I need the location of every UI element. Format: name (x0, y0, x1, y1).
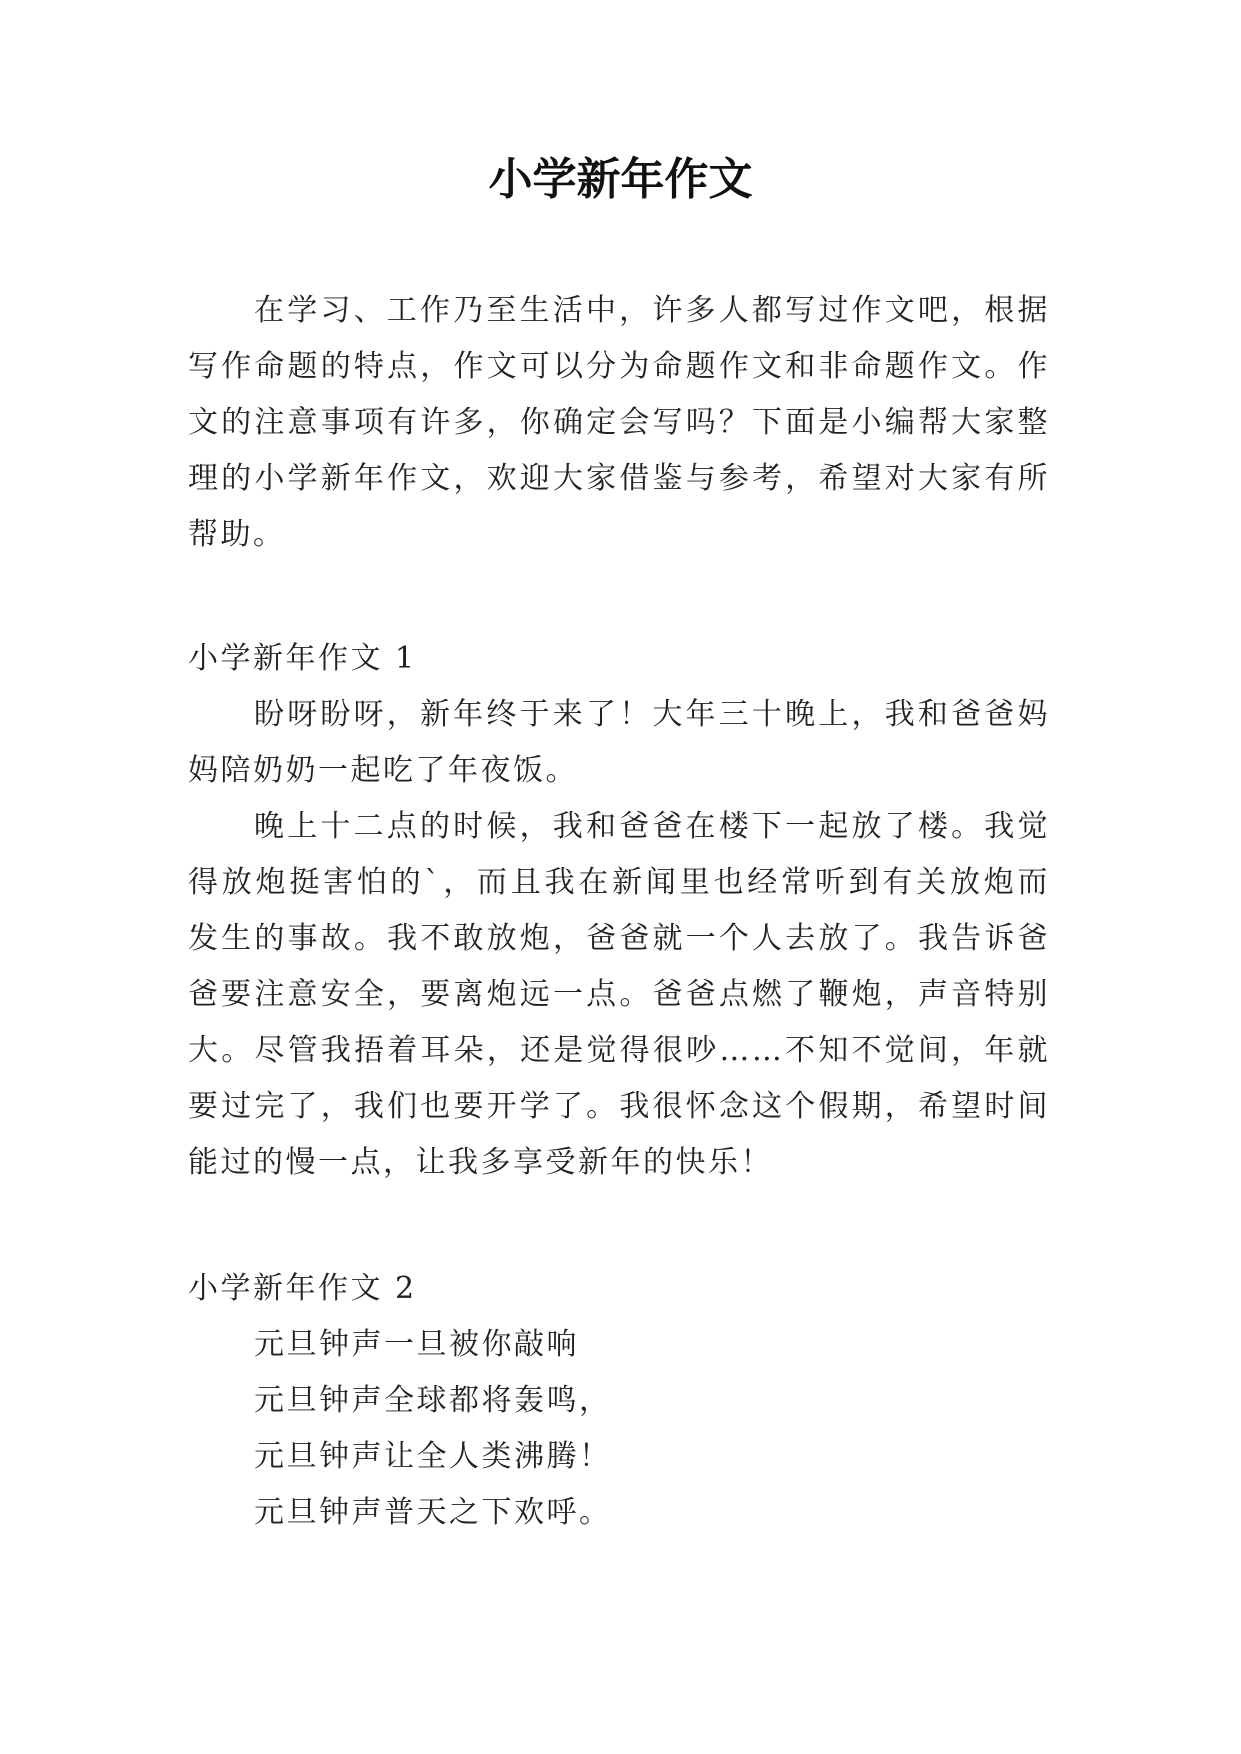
intro-paragraph: 在学习、工作乃至生活中，许多人都写过作文吧，根据写作命题的特点，作文可以分为命题作文和非命题作文。作文的注意事项有许多，你确定会写吗？下面是小编帮大家整理的小学新年作文，欢迎大家借鉴与参考，希望对大家有所帮助。 (188, 293, 1050, 552)
poem-line: 元旦钟声一旦被你敲响 (254, 1327, 579, 1362)
poem-line: 元旦钟声普天之下欢呼。 (254, 1495, 612, 1530)
spacer (188, 563, 1050, 631)
poem-line: 元旦钟声全球都将轰鸣， (254, 1383, 612, 1418)
section-1-paragraph-1: 盼呀盼呀，新年终于来了！大年三十晚上，我和爸爸妈妈陪奶奶一起吃了年夜饭。 (188, 697, 1050, 788)
document-title: 小学新年作文 (488, 154, 753, 205)
spacer (188, 1191, 1050, 1261)
section-1-paragraph-2: 晚上十二点的时候，我和爸爸在楼下一起放了楼。我觉得放炮挺害怕的`，而且我在新闻里也经常听到有关放炮而发生的事故。我不敢放炮，爸爸就一个人去放了。我告诉爸爸要注意安全，要离炮远一点。爸爸点燃了鞭炮，声音特别大。尽管我捂着耳朵，还是觉得很吵……不知不觉间，年就要过完了，我们也要开学了。我很怀念这个假期，希望时间能过的慢一点，让我多享受新年的快乐！ (188, 809, 1050, 1180)
section-heading-2: 小学新年作文 2 (188, 1271, 417, 1306)
section-heading-1: 小学新年作文 1 (188, 641, 417, 676)
poem-line: 元旦钟声让全人类沸腾！ (254, 1439, 612, 1474)
document-body (188, 283, 1050, 1541)
